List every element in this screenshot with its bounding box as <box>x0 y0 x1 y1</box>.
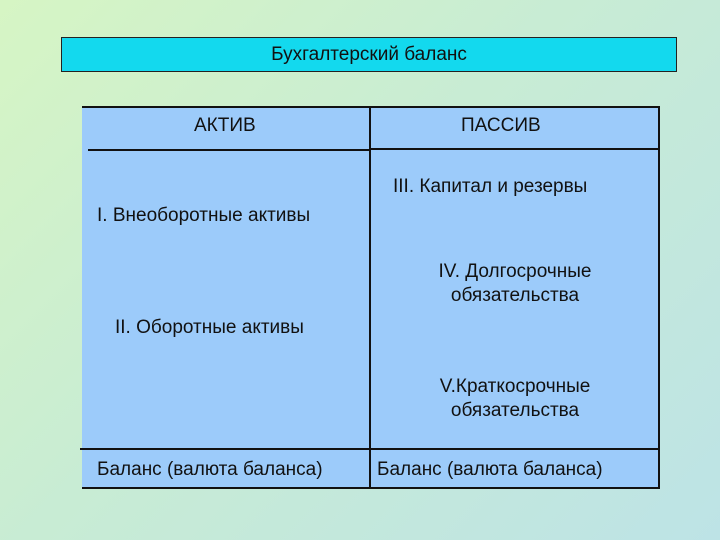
section-noncurrent-assets: I. Внеоборотные активы <box>97 205 311 226</box>
section-longterm-line2: обязательства <box>450 284 580 306</box>
balance-title-text: Бухгалтерский баланс <box>271 43 467 65</box>
balance-title <box>61 37 677 72</box>
column-divider <box>369 106 371 489</box>
section-shortterm-line1: V.Краткосрочные <box>439 376 591 397</box>
section-shortterm-liabilities <box>380 375 650 423</box>
section-longterm-line1: IV. Долгосрочные <box>438 261 592 282</box>
passive-total: Баланс (валюта баланса) <box>377 459 603 480</box>
section-shortterm-line2: обязательства <box>450 399 580 421</box>
section-capital-reserves: III. Капитал и резервы <box>393 176 588 197</box>
active-total: Баланс (валюта баланса) <box>97 459 323 480</box>
passive-header: ПАССИВ <box>461 115 541 136</box>
active-header: АКТИВ <box>194 115 256 136</box>
active-header-underline <box>88 149 369 151</box>
section-longterm-liabilities <box>380 260 650 308</box>
passive-header-underline <box>371 148 660 150</box>
total-row-divider <box>80 448 660 450</box>
section-current-assets: II. Оборотные активы <box>115 317 304 338</box>
